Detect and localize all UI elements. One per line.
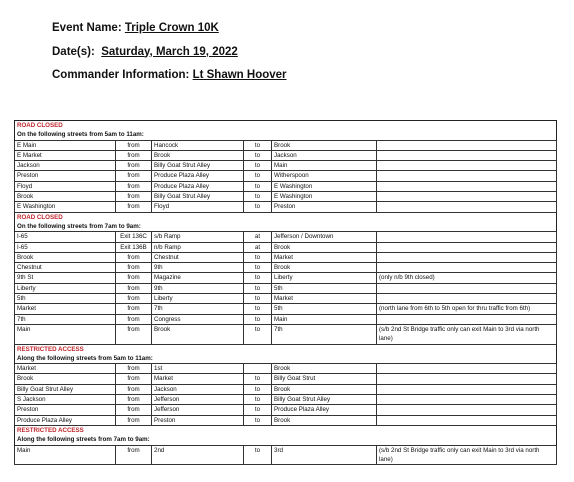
table-row (15, 304, 557, 314)
note-cell (377, 150, 557, 160)
end-cell: Brook (272, 364, 377, 374)
to-cell: to (244, 140, 272, 150)
start-cell: Congress (152, 314, 244, 324)
street-cell: Billy Goat Strut Alley (15, 384, 116, 394)
table-row (15, 324, 557, 344)
to-cell: to (244, 161, 272, 171)
end-cell: 5th (272, 283, 377, 293)
table-row (15, 242, 557, 252)
to-cell: at (244, 232, 272, 242)
from-cell: from (116, 181, 152, 191)
end-cell: Brook (272, 140, 377, 150)
table-row (15, 263, 557, 273)
from-cell: from (116, 140, 152, 150)
note-cell (377, 415, 557, 425)
section-header (15, 121, 557, 141)
from-cell: from (116, 415, 152, 425)
event-name-value: Triple Crown 10K (124, 22, 219, 34)
end-cell: E Washington (272, 192, 377, 202)
to-cell: to (244, 445, 272, 465)
section-title: ROAD CLOSED (17, 122, 63, 129)
street-cell: Brook (15, 252, 116, 262)
from-cell: from (116, 150, 152, 160)
table-row (15, 384, 557, 394)
end-cell: Billy Goat Strut (272, 374, 377, 384)
end-cell: Billy Goat Strut Alley (272, 395, 377, 405)
note-cell (377, 384, 557, 394)
start-cell: 9th (152, 263, 244, 273)
end-cell: 3rd (272, 445, 377, 465)
end-cell: Brook (272, 384, 377, 394)
event-date-value: Saturday, March 19, 2022 (101, 45, 238, 58)
end-cell: Witherspoon (272, 171, 377, 181)
table-row (15, 445, 557, 465)
start-cell: 9th (152, 283, 244, 293)
section-header (15, 212, 557, 232)
end-cell: 7th (272, 324, 377, 344)
table-row (15, 232, 557, 242)
table-row (15, 364, 557, 374)
table-row (15, 294, 557, 304)
note-cell (377, 202, 557, 212)
end-cell: E Washington (272, 181, 377, 191)
to-cell: to (244, 181, 272, 191)
table-row (15, 415, 557, 425)
table-row (15, 395, 557, 405)
end-cell: Market (272, 252, 377, 262)
to-cell: to (244, 405, 272, 415)
end-cell: Produce Plaza Alley (272, 405, 377, 415)
start-cell: Liberty (152, 294, 244, 304)
street-cell: Liberty (15, 283, 116, 293)
street-cell: 7th (15, 314, 116, 324)
start-cell: 7th (152, 304, 244, 314)
start-cell: Magazine (152, 273, 244, 283)
table-row (15, 192, 557, 202)
note-cell (377, 395, 557, 405)
note-cell (377, 263, 557, 273)
from-cell: from (116, 364, 152, 374)
note-cell (377, 283, 557, 293)
end-cell: Jackson (272, 150, 377, 160)
street-cell: E Market (15, 150, 116, 160)
start-cell: Market (152, 374, 244, 384)
note-cell: (s/b 2nd St Bridge traffic only can exit Main to 3rd via north lane) (377, 324, 557, 344)
table-row (15, 252, 557, 262)
end-cell: 5th (272, 304, 377, 314)
note-cell (377, 161, 557, 171)
street-cell: Brook (15, 374, 116, 384)
table-row (15, 171, 557, 181)
from-cell: from (116, 324, 152, 344)
from-cell: Exit 136B (116, 242, 152, 252)
street-cell: S Jackson (15, 395, 116, 405)
from-cell: from (116, 283, 152, 293)
to-cell: to (244, 395, 272, 405)
commander-line (52, 69, 287, 93)
from-cell: from (116, 395, 152, 405)
to-cell: to (244, 273, 272, 283)
to-cell: to (244, 171, 272, 181)
event-name-label: Event Name: (52, 22, 122, 34)
to-cell: at (244, 242, 272, 252)
from-cell: from (116, 304, 152, 314)
table-row (15, 374, 557, 384)
road-closures-table (14, 120, 557, 465)
street-cell: 5th (15, 294, 116, 304)
note-cell (377, 232, 557, 242)
end-cell: Main (272, 161, 377, 171)
note-cell (377, 192, 557, 202)
from-cell: Exit 136C (116, 232, 152, 242)
start-cell: Hancock (152, 140, 244, 150)
note-cell (377, 405, 557, 415)
section-subtitle: Along the following streets from 7am to 9am: (17, 436, 150, 444)
table-row (15, 181, 557, 191)
table-row (15, 314, 557, 324)
start-cell: Billy Goat Strut Alley (152, 161, 244, 171)
from-cell: from (116, 294, 152, 304)
street-cell: I-65 (15, 232, 116, 242)
from-cell: from (116, 252, 152, 262)
event-name-line (52, 22, 287, 46)
end-cell: Brook (272, 263, 377, 273)
end-cell: Main (272, 314, 377, 324)
to-cell: to (244, 150, 272, 160)
start-cell: Jefferson (152, 395, 244, 405)
from-cell: from (116, 374, 152, 384)
start-cell: 2nd (152, 445, 244, 465)
to-cell: to (244, 294, 272, 304)
table-row (15, 140, 557, 150)
note-cell (377, 252, 557, 262)
to-cell: to (244, 374, 272, 384)
section-subtitle: Along the following streets from 5am to 11am: (17, 354, 153, 362)
start-cell: n/b Ramp (152, 242, 244, 252)
from-cell: from (116, 171, 152, 181)
table-row (15, 273, 557, 283)
to-cell: to (244, 384, 272, 394)
to-cell: to (244, 202, 272, 212)
end-cell: Liberty (272, 273, 377, 283)
start-cell: Produce Plaza Alley (152, 171, 244, 181)
note-cell (377, 314, 557, 324)
street-cell: Chestnut (15, 263, 116, 273)
start-cell: Produce Plaza Alley (152, 181, 244, 191)
street-cell: Produce Plaza Alley (15, 415, 116, 425)
to-cell: to (244, 415, 272, 425)
note-cell: (s/b 2nd St Bridge traffic only can exit Main to 3rd via north lane) (377, 445, 557, 465)
street-cell: Jackson (15, 161, 116, 171)
event-date-line (52, 46, 287, 70)
from-cell: from (116, 314, 152, 324)
note-cell (377, 364, 557, 374)
start-cell: Chestnut (152, 252, 244, 262)
to-cell (244, 364, 272, 374)
note-cell (377, 140, 557, 150)
start-cell: Brook (152, 150, 244, 160)
note-cell (377, 294, 557, 304)
section-subtitle: On the following streets from 7am to 9am: (17, 222, 141, 230)
from-cell: from (116, 405, 152, 415)
note-cell: (north lane from 6th to 5th open for thru traffic from 6th) (377, 304, 557, 314)
end-cell: Preston (272, 202, 377, 212)
end-cell: Brook (272, 242, 377, 252)
street-cell: E Washington (15, 202, 116, 212)
to-cell: to (244, 263, 272, 273)
table-row (15, 405, 557, 415)
from-cell: from (116, 445, 152, 465)
to-cell: to (244, 283, 272, 293)
start-cell: Jefferson (152, 405, 244, 415)
start-cell: Billy Goat Strut Alley (152, 192, 244, 202)
street-cell: Market (15, 304, 116, 314)
to-cell: to (244, 304, 272, 314)
from-cell: from (116, 202, 152, 212)
from-cell: from (116, 384, 152, 394)
from-cell: from (116, 161, 152, 171)
start-cell: Jackson (152, 384, 244, 394)
street-cell: Market (15, 364, 116, 374)
street-cell: Floyd (15, 181, 116, 191)
street-cell: 9th St (15, 273, 116, 283)
street-cell: Brook (15, 192, 116, 202)
section-header (15, 425, 557, 445)
commander-label: Commander Information: (52, 69, 190, 81)
end-cell: Market (272, 294, 377, 304)
end-cell: Brook (272, 415, 377, 425)
start-cell: 1st (152, 364, 244, 374)
note-cell (377, 181, 557, 191)
from-cell: from (116, 263, 152, 273)
start-cell: Floyd (152, 202, 244, 212)
section-title: RESTRICTED ACCESS (17, 345, 84, 353)
note-cell: (only n/b 9th closed) (377, 273, 557, 283)
from-cell: from (116, 273, 152, 283)
start-cell: Brook (152, 324, 244, 344)
from-cell: from (116, 192, 152, 202)
street-cell: E Main (15, 140, 116, 150)
table-row (15, 150, 557, 160)
section-subtitle: On the following streets from 5am to 11am: (17, 131, 144, 139)
section-title: ROAD CLOSED (17, 213, 63, 221)
section-title: RESTRICTED ACCESS (17, 426, 84, 434)
table-row (15, 283, 557, 293)
street-cell: Main (15, 324, 116, 344)
street-cell: Preston (15, 405, 116, 415)
street-cell: Preston (15, 171, 116, 181)
note-cell (377, 242, 557, 252)
end-cell: Jefferson / Downtown (272, 232, 377, 242)
to-cell: to (244, 192, 272, 202)
table-row (15, 161, 557, 171)
note-cell (377, 374, 557, 384)
street-cell: I-65 (15, 242, 116, 252)
to-cell: to (244, 314, 272, 324)
commander-value: Lt Shawn Hoover (192, 69, 287, 81)
event-header (52, 22, 287, 93)
to-cell: to (244, 324, 272, 344)
section-header (15, 344, 557, 364)
start-cell: s/b Ramp (152, 232, 244, 242)
note-cell (377, 171, 557, 181)
start-cell: Preston (152, 415, 244, 425)
to-cell: to (244, 252, 272, 262)
table-row (15, 202, 557, 212)
street-cell: Main (15, 445, 116, 465)
event-date-label: Date(s): (52, 45, 95, 58)
